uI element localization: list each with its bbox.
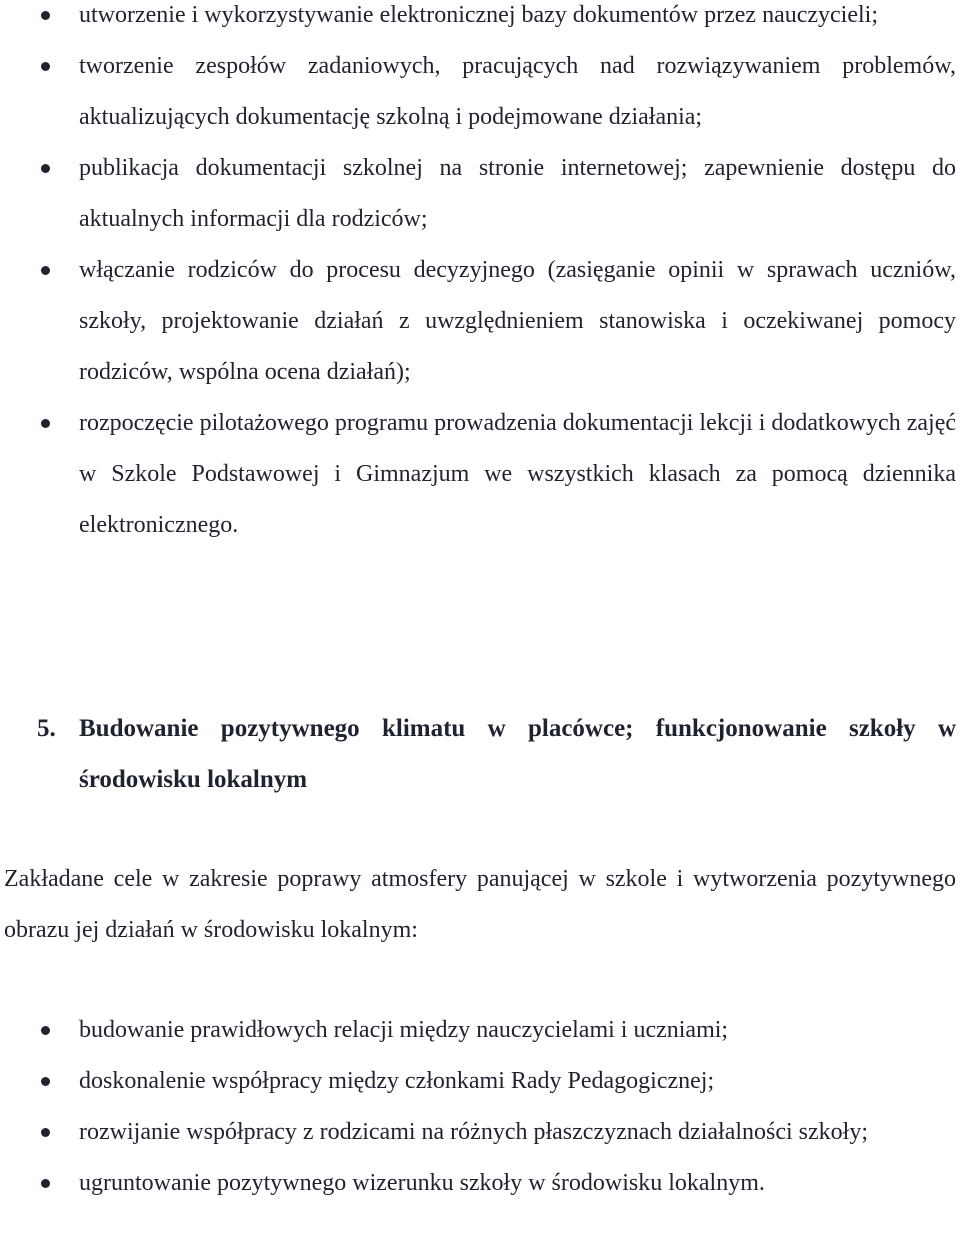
list-item (0, 0, 960, 41)
bullet-icon (41, 1077, 50, 1086)
list-item-text: doskonalenie współpracy między członkami Rady Pedagogicznej; (79, 1068, 715, 1094)
goals-list-bottom (0, 1005, 960, 1209)
goals-list-top (0, 0, 960, 551)
bullet-icon (41, 266, 50, 275)
section-heading (0, 703, 960, 805)
section-title: Budowanie pozytywnego klimatu w placówce; funkcjonowanie szkoły w środowisku lokalnym (79, 715, 956, 793)
bullet-icon (41, 1026, 50, 1035)
list-item (0, 1056, 960, 1107)
list-item (0, 1005, 960, 1056)
list-item (0, 398, 960, 551)
list-item-text: rozwijanie współpracy z rodzicami na różnych płaszczyznach działalności szkoły; (79, 1119, 868, 1145)
list-item-text: włączanie rodziców do procesu decyzyjnego (zasięganie opinii w sprawach uczniów, szkoły, projektowanie działań z uwzględnieniem stanowiska i oczekiwanej pomocy rodziców, wspólna ocena działań); (79, 257, 956, 385)
bullet-icon (41, 1179, 50, 1188)
section-number: 5. (37, 715, 56, 742)
list-item-text: tworzenie zespołów zadaniowych, pracujących nad rozwiązywaniem problemów, aktualizujących dokumentację szkolną i podejmowane działania; (79, 53, 956, 130)
bullet-icon (41, 419, 50, 428)
list-item-text: ugruntowanie pozytywnego wizerunku szkoły w środowisku lokalnym. (79, 1170, 765, 1196)
bullet-icon (41, 62, 50, 71)
list-item (0, 245, 960, 398)
list-item-text: budowanie prawidłowych relacji między nauczycielami i uczniami; (79, 1017, 729, 1043)
list-item-text: utworzenie i wykorzystywanie elektronicznej bazy dokumentów przez nauczycieli; (79, 2, 879, 28)
bullet-icon (41, 11, 50, 20)
list-item (0, 41, 960, 143)
intro-paragraph: Zakładane cele w zakresie poprawy atmosfery panującej w szkole i wytworzenia pozytywnego obrazu jej działań w środowisku lokalnym: (4, 866, 956, 943)
bullet-icon (41, 1128, 50, 1137)
list-item-text: publikacja dokumentacji szkolnej na stronie internetowej; zapewnienie dostępu do aktualnych informacji dla rodziców; (79, 155, 956, 232)
bullet-icon (41, 164, 50, 173)
list-item (0, 1158, 960, 1209)
list-item-text: rozpoczęcie pilotażowego programu prowadzenia dokumentacji lekcji i dodatkowych zajęć w Szkole Podstawowej i Gimnazjum we wszystkich klasach za pomocą dziennika elektronicznego. (79, 410, 956, 538)
list-item (0, 1107, 960, 1158)
list-item (0, 143, 960, 245)
